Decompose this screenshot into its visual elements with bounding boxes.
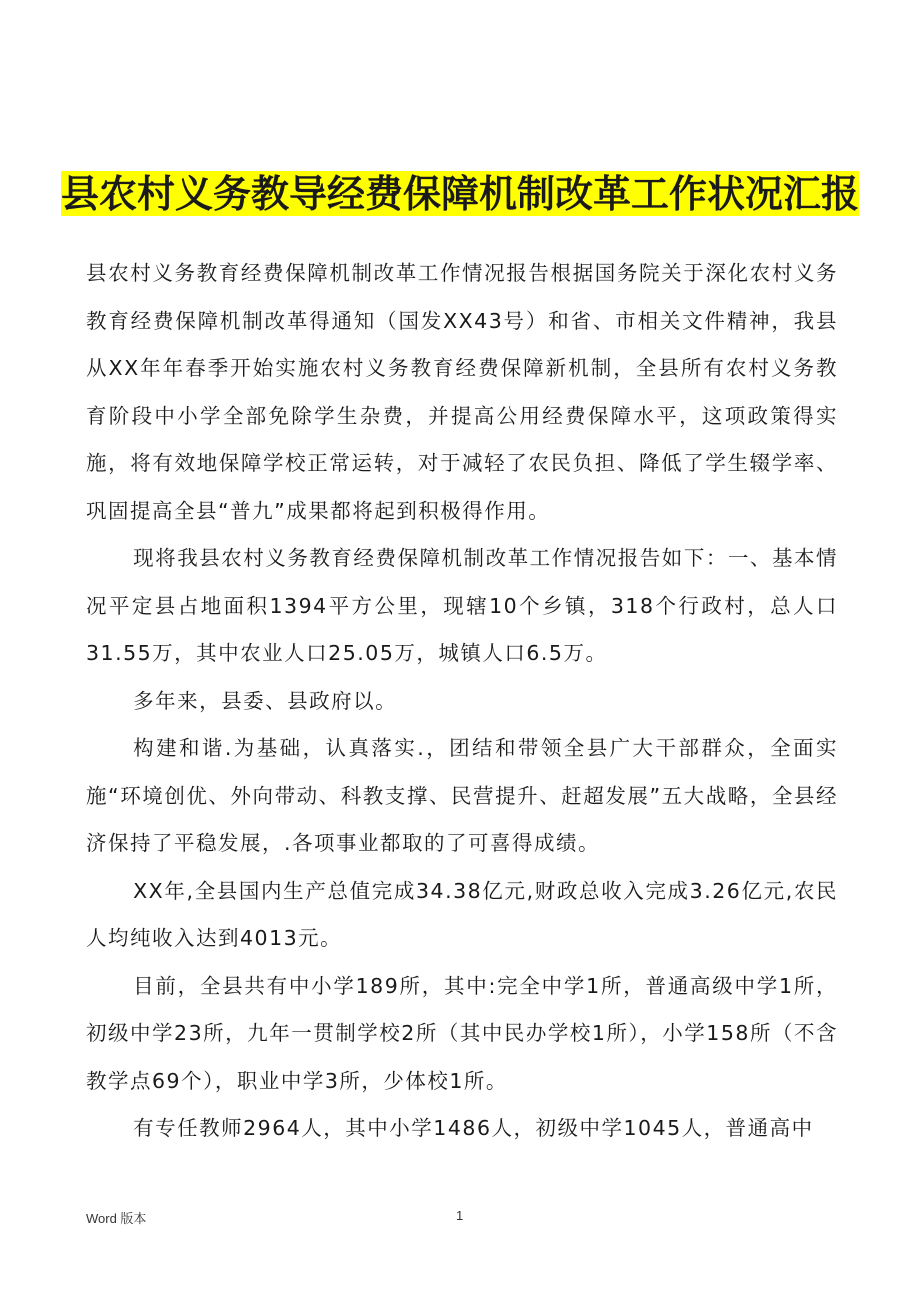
document-title <box>60 165 860 223</box>
page-footer <box>0 1208 920 1228</box>
document-title-text: 县农村义务教导经费保障机制改革工作状况汇报 <box>60 171 859 217</box>
paragraph-3: 多年来，县委、县政府以。 <box>133 688 398 713</box>
paragraph-2: 现将我县农村义务教育经费保障机制改革工作情况报告如下：一、基本情况平定县占地面积1394平方公里，现辖10个乡镇，318个行政村，总人口31.55万，其中农业人口25.05万，城镇人口6.5万。 <box>86 546 838 665</box>
paragraph-7: 有专任教师2964人，其中小学1486人，初级中学1045人，普通高中 <box>133 1116 814 1140</box>
page-number: 1 <box>456 1208 464 1223</box>
paragraph-1: 县农村义务教育经费保障机制改革工作情况报告根据国务院关于深化农村义务教育经费保障机制改革得通知（国发XX43号）和省、市相关文件精神，我县从XX年年春季开始实施农村义务教育经费保障新机制，全县所有农村义务教育阶段中小学全部免除学生杂费，并提高公用经费保障水平，这项政策得实施，将有效地保障学校正常运转，对于减轻了农民负担、降低了学生辍学率、巩固提高全县“普九”成果都将起到积极得作用。 <box>86 261 838 523</box>
footer-label: Word 版本 <box>86 1211 147 1226</box>
paragraph-4: 构建和谐.为基础，认真落实.，团结和带领全县广大干部群众，全面实施“环境创优、外向带动、科教支撑、民营提升、赶超发展”五大战略，全县经济保持了平稳发展，.各项事业都取的了可喜得成绩。 <box>86 736 838 855</box>
paragraph-6: 目前，全县共有中小学189所，其中:完全中学1所，普通高级中学1所，初级中学23所，九年一贯制学校2所（其中民办学校1所），小学158所（不含教学点69个），职业中学3所，少体校1所。 <box>86 973 838 1093</box>
document-body <box>86 250 838 1153</box>
paragraph-5: XX年,全县国内生产总值完成34.38亿元,财政总收入完成3.26亿元,农民人均纯收入达到4013元。 <box>86 878 838 950</box>
